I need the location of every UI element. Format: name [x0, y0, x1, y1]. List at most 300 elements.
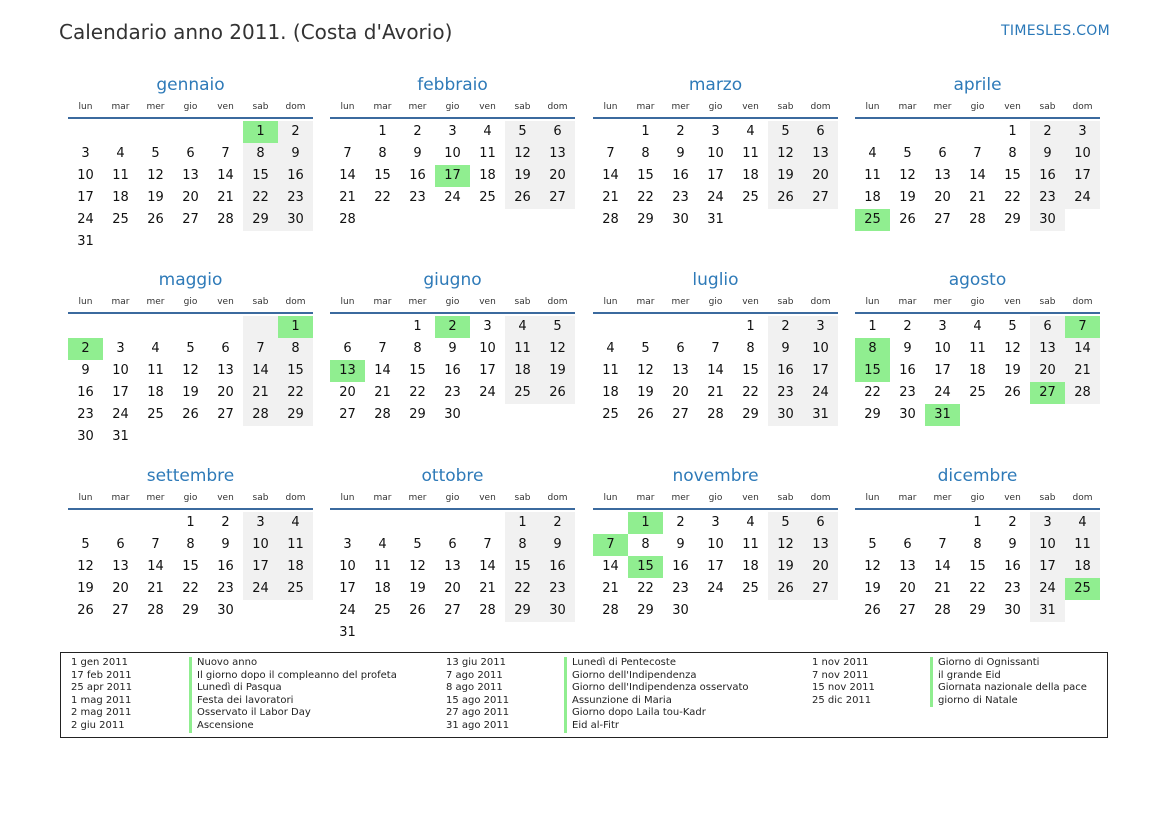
day-cell[interactable]: 27 [803, 578, 838, 600]
day-cell[interactable]: 8 [641, 537, 650, 552]
day-cell[interactable]: 2 [903, 319, 912, 334]
day-cell[interactable]: 17 [243, 556, 278, 578]
day-cell[interactable]: 3 [938, 319, 947, 334]
day-cell[interactable]: 10 [339, 559, 356, 574]
day-cell[interactable]: 9 [1008, 537, 1017, 552]
day-cell[interactable]: 2 [768, 316, 803, 338]
day-cell[interactable]: 16 [540, 556, 575, 578]
day-cell[interactable]: 18 [479, 168, 496, 183]
day-cell[interactable]: 28 [147, 603, 164, 618]
day-cell[interactable]: 20 [217, 385, 234, 400]
day-cell[interactable]: 21 [339, 190, 356, 205]
holiday-day-cell[interactable]: 31 [925, 404, 960, 426]
day-cell[interactable]: 26 [768, 187, 803, 209]
day-cell[interactable]: 20 [112, 581, 129, 596]
day-cell[interactable]: 22 [243, 187, 278, 209]
day-cell[interactable]: 17 [1065, 165, 1100, 187]
day-cell[interactable]: 23 [899, 385, 916, 400]
day-cell[interactable]: 23 [278, 187, 313, 209]
day-cell[interactable]: 15 [969, 559, 986, 574]
day-cell[interactable]: 20 [182, 190, 199, 205]
day-cell[interactable]: 10 [112, 363, 129, 378]
day-cell[interactable]: 27 [899, 603, 916, 618]
day-cell[interactable]: 26 [1004, 385, 1021, 400]
day-cell[interactable]: 17 [707, 559, 724, 574]
holiday-day-cell[interactable]: 27 [1030, 382, 1065, 404]
day-cell[interactable]: 22 [637, 190, 654, 205]
day-cell[interactable]: 8 [746, 341, 755, 356]
day-cell[interactable]: 25 [969, 385, 986, 400]
day-cell[interactable]: 16 [278, 165, 313, 187]
holiday-day-cell[interactable]: 15 [628, 556, 663, 578]
day-cell[interactable]: 24 [707, 190, 724, 205]
holiday-day-cell[interactable]: 15 [855, 360, 890, 382]
day-cell[interactable]: 7 [221, 146, 230, 161]
day-cell[interactable]: 20 [672, 385, 689, 400]
day-cell[interactable]: 24 [707, 581, 724, 596]
day-cell[interactable]: 24 [339, 603, 356, 618]
day-cell[interactable]: 21 [479, 581, 496, 596]
day-cell[interactable]: 19 [864, 581, 881, 596]
day-cell[interactable]: 19 [768, 556, 803, 578]
day-cell[interactable]: 5 [186, 341, 195, 356]
day-cell[interactable]: 26 [899, 212, 916, 227]
day-cell[interactable]: 4 [505, 316, 540, 338]
day-cell[interactable]: 28 [602, 603, 619, 618]
day-cell[interactable]: 1 [505, 512, 540, 534]
day-cell[interactable]: 30 [768, 404, 803, 426]
day-cell[interactable]: 30 [278, 209, 313, 231]
day-cell[interactable]: 7 [938, 537, 947, 552]
day-cell[interactable]: 23 [1004, 581, 1021, 596]
day-cell[interactable]: 19 [540, 360, 575, 382]
day-cell[interactable]: 3 [116, 341, 125, 356]
day-cell[interactable]: 11 [602, 363, 619, 378]
day-cell[interactable]: 9 [448, 341, 457, 356]
day-cell[interactable]: 24 [803, 382, 838, 404]
day-cell[interactable]: 5 [868, 537, 877, 552]
day-cell[interactable]: 19 [182, 385, 199, 400]
day-cell[interactable]: 5 [540, 316, 575, 338]
day-cell[interactable]: 18 [112, 190, 129, 205]
day-cell[interactable]: 18 [969, 363, 986, 378]
day-cell[interactable]: 7 [711, 341, 720, 356]
day-cell[interactable]: 16 [672, 168, 689, 183]
day-cell[interactable]: 27 [339, 407, 356, 422]
day-cell[interactable]: 14 [602, 168, 619, 183]
day-cell[interactable]: 14 [147, 559, 164, 574]
day-cell[interactable]: 7 [151, 537, 160, 552]
day-cell[interactable]: 22 [374, 190, 391, 205]
day-cell[interactable]: 14 [707, 363, 724, 378]
day-cell[interactable]: 5 [1008, 319, 1017, 334]
day-cell[interactable]: 16 [672, 559, 689, 574]
day-cell[interactable]: 27 [112, 603, 129, 618]
holiday-day-cell[interactable]: 1 [628, 512, 663, 534]
day-cell[interactable]: 30 [1004, 603, 1021, 618]
day-cell[interactable]: 2 [1008, 515, 1017, 530]
day-cell[interactable]: 12 [864, 559, 881, 574]
day-cell[interactable]: 23 [77, 407, 94, 422]
day-cell[interactable]: 14 [969, 168, 986, 183]
day-cell[interactable]: 26 [147, 212, 164, 227]
day-cell[interactable]: 1 [378, 124, 387, 139]
day-cell[interactable]: 24 [77, 212, 94, 227]
day-cell[interactable]: 6 [343, 341, 352, 356]
day-cell[interactable]: 9 [81, 363, 90, 378]
day-cell[interactable]: 9 [768, 338, 803, 360]
day-cell[interactable]: 18 [602, 385, 619, 400]
day-cell[interactable]: 26 [637, 407, 654, 422]
day-cell[interactable]: 3 [803, 316, 838, 338]
holiday-day-cell[interactable]: 1 [278, 316, 313, 338]
day-cell[interactable]: 4 [278, 512, 313, 534]
day-cell[interactable]: 17 [339, 581, 356, 596]
holiday-day-cell[interactable]: 2 [68, 338, 103, 360]
day-cell[interactable]: 1 [413, 319, 422, 334]
day-cell[interactable]: 11 [112, 168, 129, 183]
day-cell[interactable]: 15 [278, 360, 313, 382]
day-cell[interactable]: 14 [602, 559, 619, 574]
day-cell[interactable]: 13 [1030, 338, 1065, 360]
day-cell[interactable]: 5 [768, 121, 803, 143]
day-cell[interactable]: 12 [899, 168, 916, 183]
holiday-day-cell[interactable]: 25 [1065, 578, 1100, 600]
day-cell[interactable]: 31 [112, 429, 129, 444]
day-cell[interactable]: 21 [217, 190, 234, 205]
day-cell[interactable]: 15 [374, 168, 391, 183]
day-cell[interactable]: 24 [444, 190, 461, 205]
day-cell[interactable]: 18 [505, 360, 540, 382]
day-cell[interactable]: 7 [483, 537, 492, 552]
day-cell[interactable]: 17 [707, 168, 724, 183]
day-cell[interactable]: 13 [672, 363, 689, 378]
day-cell[interactable]: 20 [803, 556, 838, 578]
day-cell[interactable]: 20 [444, 581, 461, 596]
day-cell[interactable]: 29 [505, 600, 540, 622]
day-cell[interactable]: 2 [413, 124, 422, 139]
day-cell[interactable]: 21 [243, 382, 278, 404]
day-cell[interactable]: 4 [483, 124, 492, 139]
day-cell[interactable]: 1 [186, 515, 195, 530]
day-cell[interactable]: 12 [540, 338, 575, 360]
day-cell[interactable]: 13 [182, 168, 199, 183]
day-cell[interactable]: 26 [505, 187, 540, 209]
day-cell[interactable]: 28 [969, 212, 986, 227]
day-cell[interactable]: 3 [483, 319, 492, 334]
day-cell[interactable]: 10 [444, 146, 461, 161]
day-cell[interactable]: 11 [742, 537, 759, 552]
day-cell[interactable]: 4 [378, 537, 387, 552]
day-cell[interactable]: 9 [540, 534, 575, 556]
day-cell[interactable]: 9 [221, 537, 230, 552]
day-cell[interactable]: 11 [479, 146, 496, 161]
day-cell[interactable]: 27 [217, 407, 234, 422]
day-cell[interactable]: 20 [1030, 360, 1065, 382]
day-cell[interactable]: 27 [934, 212, 951, 227]
day-cell[interactable]: 17 [77, 190, 94, 205]
day-cell[interactable]: 9 [278, 143, 313, 165]
day-cell[interactable]: 28 [479, 603, 496, 618]
day-cell[interactable]: 26 [864, 603, 881, 618]
day-cell[interactable]: 24 [934, 385, 951, 400]
day-cell[interactable]: 13 [803, 143, 838, 165]
day-cell[interactable]: 13 [444, 559, 461, 574]
day-cell[interactable]: 3 [81, 146, 90, 161]
day-cell[interactable]: 16 [899, 363, 916, 378]
day-cell[interactable]: 13 [112, 559, 129, 574]
day-cell[interactable]: 18 [1065, 556, 1100, 578]
day-cell[interactable]: 16 [217, 559, 234, 574]
day-cell[interactable]: 11 [864, 168, 881, 183]
day-cell[interactable]: 22 [969, 581, 986, 596]
day-cell[interactable]: 18 [742, 559, 759, 574]
day-cell[interactable]: 23 [540, 578, 575, 600]
day-cell[interactable]: 11 [969, 341, 986, 356]
day-cell[interactable]: 23 [1030, 187, 1065, 209]
day-cell[interactable]: 15 [182, 559, 199, 574]
day-cell[interactable]: 4 [606, 341, 615, 356]
day-cell[interactable]: 30 [217, 603, 234, 618]
day-cell[interactable]: 15 [742, 363, 759, 378]
day-cell[interactable]: 17 [803, 360, 838, 382]
day-cell[interactable]: 28 [374, 407, 391, 422]
day-cell[interactable]: 25 [479, 190, 496, 205]
day-cell[interactable]: 5 [641, 341, 650, 356]
day-cell[interactable]: 29 [409, 407, 426, 422]
day-cell[interactable]: 29 [637, 212, 654, 227]
day-cell[interactable]: 19 [409, 581, 426, 596]
day-cell[interactable]: 22 [182, 581, 199, 596]
day-cell[interactable]: 20 [899, 581, 916, 596]
day-cell[interactable]: 5 [505, 121, 540, 143]
day-cell[interactable]: 11 [147, 363, 164, 378]
day-cell[interactable]: 25 [742, 190, 759, 205]
day-cell[interactable]: 22 [278, 382, 313, 404]
day-cell[interactable]: 30 [899, 407, 916, 422]
day-cell[interactable]: 19 [1004, 363, 1021, 378]
day-cell[interactable]: 14 [217, 168, 234, 183]
day-cell[interactable]: 19 [637, 385, 654, 400]
day-cell[interactable]: 28 [602, 212, 619, 227]
day-cell[interactable]: 21 [934, 581, 951, 596]
day-cell[interactable]: 13 [803, 534, 838, 556]
day-cell[interactable]: 6 [676, 341, 685, 356]
day-cell[interactable]: 22 [1004, 190, 1021, 205]
day-cell[interactable]: 3 [1030, 512, 1065, 534]
day-cell[interactable]: 10 [707, 146, 724, 161]
day-cell[interactable]: 3 [448, 124, 457, 139]
day-cell[interactable]: 14 [934, 559, 951, 574]
day-cell[interactable]: 8 [413, 341, 422, 356]
day-cell[interactable]: 25 [147, 407, 164, 422]
day-cell[interactable]: 29 [742, 407, 759, 422]
day-cell[interactable]: 29 [182, 603, 199, 618]
day-cell[interactable]: 13 [540, 143, 575, 165]
day-cell[interactable]: 27 [803, 187, 838, 209]
day-cell[interactable]: 10 [803, 338, 838, 360]
day-cell[interactable]: 6 [1030, 316, 1065, 338]
day-cell[interactable]: 27 [672, 407, 689, 422]
day-cell[interactable]: 29 [864, 407, 881, 422]
day-cell[interactable]: 25 [602, 407, 619, 422]
day-cell[interactable]: 24 [112, 407, 129, 422]
day-cell[interactable]: 9 [676, 537, 685, 552]
day-cell[interactable]: 10 [934, 341, 951, 356]
day-cell[interactable]: 23 [444, 385, 461, 400]
holiday-day-cell[interactable]: 17 [435, 165, 470, 187]
day-cell[interactable]: 17 [1030, 556, 1065, 578]
day-cell[interactable]: 17 [112, 385, 129, 400]
day-cell[interactable]: 31 [803, 404, 838, 426]
day-cell[interactable]: 14 [1065, 338, 1100, 360]
day-cell[interactable]: 10 [1030, 534, 1065, 556]
day-cell[interactable]: 2 [540, 512, 575, 534]
day-cell[interactable]: 30 [672, 603, 689, 618]
day-cell[interactable]: 16 [409, 168, 426, 183]
day-cell[interactable]: 11 [742, 146, 759, 161]
day-cell[interactable]: 4 [868, 146, 877, 161]
day-cell[interactable]: 7 [243, 338, 278, 360]
day-cell[interactable]: 8 [278, 338, 313, 360]
day-cell[interactable]: 10 [707, 537, 724, 552]
day-cell[interactable]: 4 [746, 515, 755, 530]
day-cell[interactable]: 18 [374, 581, 391, 596]
day-cell[interactable]: 28 [707, 407, 724, 422]
holiday-day-cell[interactable]: 25 [855, 209, 890, 231]
day-cell[interactable]: 25 [112, 212, 129, 227]
day-cell[interactable]: 18 [278, 556, 313, 578]
day-cell[interactable]: 23 [768, 382, 803, 404]
day-cell[interactable]: 7 [606, 146, 615, 161]
day-cell[interactable]: 14 [374, 363, 391, 378]
day-cell[interactable]: 4 [1065, 512, 1100, 534]
day-cell[interactable]: 14 [339, 168, 356, 183]
day-cell[interactable]: 15 [1004, 168, 1021, 183]
day-cell[interactable]: 30 [444, 407, 461, 422]
day-cell[interactable]: 26 [409, 603, 426, 618]
day-cell[interactable]: 28 [1065, 382, 1100, 404]
day-cell[interactable]: 6 [903, 537, 912, 552]
day-cell[interactable]: 19 [77, 581, 94, 596]
day-cell[interactable]: 19 [899, 190, 916, 205]
day-cell[interactable]: 9 [676, 146, 685, 161]
day-cell[interactable]: 8 [641, 146, 650, 161]
day-cell[interactable]: 10 [77, 168, 94, 183]
day-cell[interactable]: 29 [278, 404, 313, 426]
day-cell[interactable]: 25 [278, 578, 313, 600]
day-cell[interactable]: 26 [540, 382, 575, 404]
holiday-day-cell[interactable]: 2 [435, 316, 470, 338]
day-cell[interactable]: 22 [637, 581, 654, 596]
day-cell[interactable]: 15 [243, 165, 278, 187]
day-cell[interactable]: 2 [1030, 121, 1065, 143]
day-cell[interactable]: 9 [903, 341, 912, 356]
day-cell[interactable]: 11 [505, 338, 540, 360]
day-cell[interactable]: 21 [969, 190, 986, 205]
day-cell[interactable]: 4 [116, 146, 125, 161]
day-cell[interactable]: 20 [803, 165, 838, 187]
day-cell[interactable]: 28 [243, 404, 278, 426]
day-cell[interactable]: 26 [768, 578, 803, 600]
day-cell[interactable]: 3 [711, 124, 720, 139]
day-cell[interactable]: 12 [1004, 341, 1021, 356]
day-cell[interactable]: 4 [973, 319, 982, 334]
day-cell[interactable]: 1 [1008, 124, 1017, 139]
day-cell[interactable]: 5 [768, 512, 803, 534]
day-cell[interactable]: 1 [746, 319, 755, 334]
day-cell[interactable]: 20 [339, 385, 356, 400]
day-cell[interactable]: 15 [505, 556, 540, 578]
day-cell[interactable]: 22 [742, 385, 759, 400]
day-cell[interactable]: 12 [77, 559, 94, 574]
day-cell[interactable]: 29 [969, 603, 986, 618]
day-cell[interactable]: 1 [868, 319, 877, 334]
day-cell[interactable]: 21 [374, 385, 391, 400]
day-cell[interactable]: 23 [409, 190, 426, 205]
day-cell[interactable]: 22 [409, 385, 426, 400]
day-cell[interactable]: 27 [182, 212, 199, 227]
day-cell[interactable]: 30 [540, 600, 575, 622]
day-cell[interactable]: 5 [903, 146, 912, 161]
day-cell[interactable]: 8 [186, 537, 195, 552]
day-cell[interactable]: 23 [672, 190, 689, 205]
day-cell[interactable]: 10 [1065, 143, 1100, 165]
day-cell[interactable]: 28 [217, 212, 234, 227]
day-cell[interactable]: 24 [243, 578, 278, 600]
day-cell[interactable]: 7 [343, 146, 352, 161]
day-cell[interactable]: 30 [1030, 209, 1065, 231]
day-cell[interactable]: 13 [934, 168, 951, 183]
day-cell[interactable]: 5 [151, 146, 160, 161]
day-cell[interactable]: 7 [973, 146, 982, 161]
day-cell[interactable]: 11 [278, 534, 313, 556]
day-cell[interactable]: 18 [864, 190, 881, 205]
day-cell[interactable]: 5 [81, 537, 90, 552]
site-link[interactable]: TIMESLES.COM [1001, 23, 1110, 39]
day-cell[interactable]: 21 [147, 581, 164, 596]
day-cell[interactable]: 21 [1065, 360, 1100, 382]
day-cell[interactable]: 16 [77, 385, 94, 400]
day-cell[interactable]: 12 [637, 363, 654, 378]
day-cell[interactable]: 10 [243, 534, 278, 556]
day-cell[interactable]: 6 [221, 341, 230, 356]
day-cell[interactable]: 7 [378, 341, 387, 356]
day-cell[interactable]: 9 [413, 146, 422, 161]
day-cell[interactable]: 20 [540, 165, 575, 187]
day-cell[interactable]: 23 [672, 581, 689, 596]
day-cell[interactable]: 17 [934, 363, 951, 378]
day-cell[interactable]: 8 [243, 143, 278, 165]
day-cell[interactable]: 6 [803, 121, 838, 143]
day-cell[interactable]: 23 [217, 581, 234, 596]
day-cell[interactable]: 16 [768, 360, 803, 382]
day-cell[interactable]: 21 [707, 385, 724, 400]
day-cell[interactable]: 18 [147, 385, 164, 400]
day-cell[interactable]: 22 [505, 578, 540, 600]
day-cell[interactable]: 3 [243, 512, 278, 534]
day-cell[interactable]: 12 [505, 143, 540, 165]
day-cell[interactable]: 18 [742, 168, 759, 183]
day-cell[interactable]: 24 [1065, 187, 1100, 209]
day-cell[interactable]: 13 [217, 363, 234, 378]
day-cell[interactable]: 3 [711, 515, 720, 530]
day-cell[interactable]: 27 [540, 187, 575, 209]
day-cell[interactable]: 6 [116, 537, 125, 552]
day-cell[interactable]: 6 [448, 537, 457, 552]
day-cell[interactable]: 25 [505, 382, 540, 404]
day-cell[interactable]: 24 [479, 385, 496, 400]
